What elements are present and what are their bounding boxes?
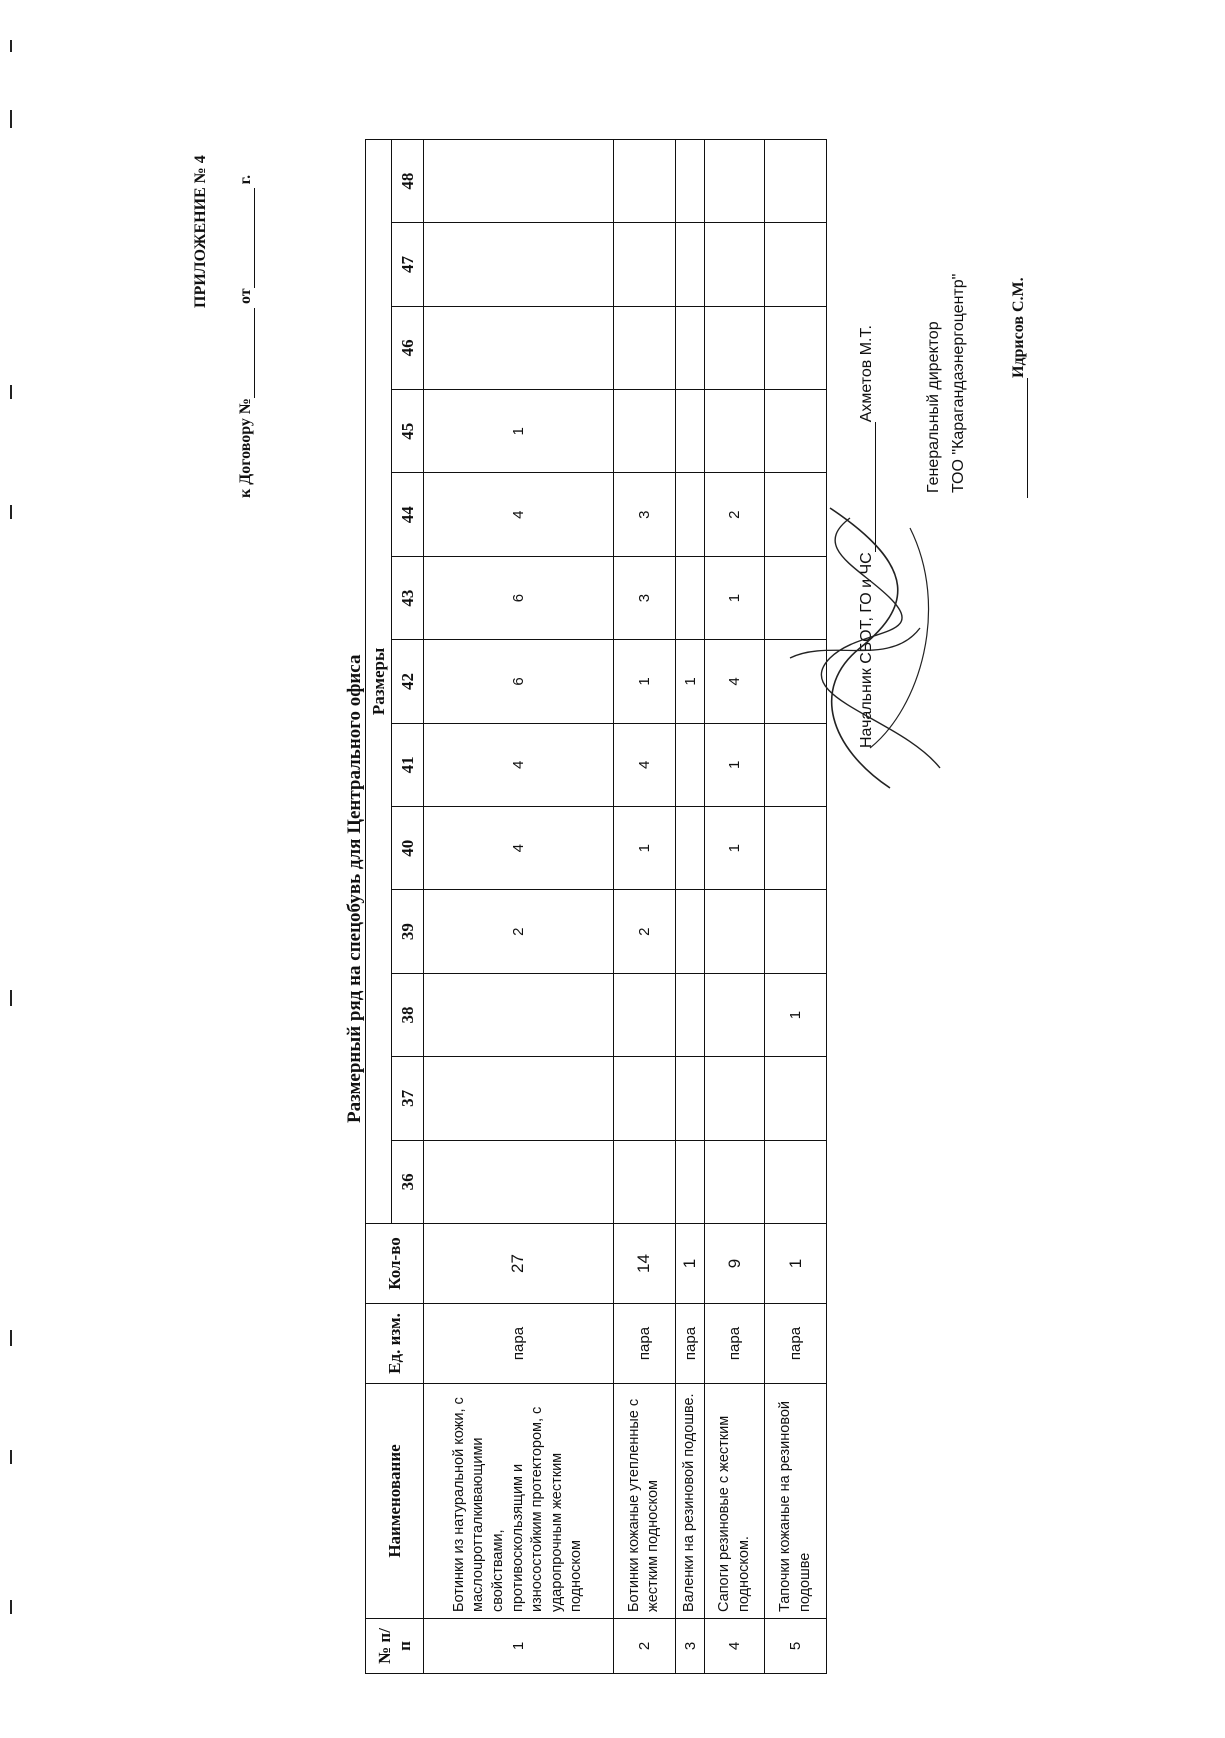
size-cell xyxy=(613,306,675,389)
size-header: 43 xyxy=(392,556,424,639)
size-cell xyxy=(705,223,765,306)
scan-mark xyxy=(10,385,12,399)
size-cell xyxy=(613,1140,675,1223)
size-cell: 4 xyxy=(613,723,675,806)
table-row xyxy=(424,139,614,1673)
size-cell xyxy=(613,139,675,222)
row-name: Ботинки из натуральной кожи, с маслоupотталкивающими свойствами, противоскользящим и износостойким протектором, с ударопрочным жестким подноском xyxy=(424,1384,614,1619)
size-cell xyxy=(705,973,765,1056)
header-sizes: Размеры xyxy=(366,139,392,1223)
size-cell xyxy=(675,306,705,389)
size-cell xyxy=(675,223,705,306)
scan-mark xyxy=(10,1450,12,1464)
size-cell xyxy=(675,723,705,806)
size-header: 46 xyxy=(392,306,424,389)
size-cell xyxy=(424,139,614,222)
row-name: Сапоги резиновые с жестким подноском. xyxy=(705,1384,765,1619)
size-cell xyxy=(675,1140,705,1223)
chief-name: Ахметов М.Т. xyxy=(858,325,875,423)
size-cell xyxy=(424,1140,614,1223)
size-cell: 6 xyxy=(424,640,614,723)
row-num: 1 xyxy=(424,1619,614,1674)
size-cell xyxy=(613,973,675,1056)
document-title: Размерный ряд на спецобувь для Центрального офиса xyxy=(344,654,365,1123)
size-cell xyxy=(765,306,827,389)
size-cell xyxy=(424,973,614,1056)
contract-from: от xyxy=(237,288,254,304)
header-unit: Ед. изм. xyxy=(366,1304,424,1384)
row-unit: пара xyxy=(613,1304,675,1384)
size-cell xyxy=(765,1057,827,1140)
director-name: Идрисов С.М. xyxy=(1010,277,1027,378)
contract-year: г. xyxy=(237,174,254,185)
size-cell: 6 xyxy=(424,556,614,639)
size-cell: 4 xyxy=(424,473,614,556)
size-header: 44 xyxy=(392,473,424,556)
size-cell xyxy=(765,223,827,306)
row-qty: 1 xyxy=(765,1224,827,1304)
size-cell xyxy=(705,890,765,973)
contract-prefix: к Договору № xyxy=(237,398,254,498)
size-cell xyxy=(705,306,765,389)
size-header: 45 xyxy=(392,390,424,473)
header-num: № п/п xyxy=(366,1619,424,1674)
director-sign-blank xyxy=(1027,378,1028,498)
table-row xyxy=(705,139,765,1673)
size-cell: 3 xyxy=(613,473,675,556)
scan-mark xyxy=(10,110,12,128)
scan-mark xyxy=(10,990,12,1006)
size-cell: 4 xyxy=(424,723,614,806)
size-cell: 2 xyxy=(613,890,675,973)
size-header: 37 xyxy=(392,1057,424,1140)
row-unit: пара xyxy=(705,1304,765,1384)
row-unit: пара xyxy=(675,1304,705,1384)
size-cell: 2 xyxy=(705,473,765,556)
row-qty: 27 xyxy=(424,1224,614,1304)
header-qty: Кол-во xyxy=(366,1224,424,1304)
size-cell xyxy=(675,807,705,890)
size-cell: 1 xyxy=(705,807,765,890)
contract-number-blank xyxy=(238,308,255,398)
size-cell xyxy=(705,1140,765,1223)
row-qty: 9 xyxy=(705,1224,765,1304)
chief-label: Начальник СБОТ, ГО и ЧС xyxy=(858,552,875,748)
size-cell xyxy=(705,390,765,473)
size-header: 48 xyxy=(392,139,424,222)
size-cell xyxy=(675,556,705,639)
size-cell xyxy=(765,1140,827,1223)
row-num: 5 xyxy=(765,1619,827,1674)
director-title: Генеральный директор xyxy=(925,321,942,493)
size-cell xyxy=(675,139,705,222)
size-cell: 1 xyxy=(705,723,765,806)
table-row xyxy=(613,139,675,1673)
size-cell xyxy=(765,139,827,222)
row-qty: 14 xyxy=(613,1224,675,1304)
row-unit: пара xyxy=(424,1304,614,1384)
size-cell xyxy=(675,1057,705,1140)
size-cell: 1 xyxy=(705,556,765,639)
row-name: Ботинки кожаные утепленные с жестким подноском xyxy=(613,1384,675,1619)
size-cell: 3 xyxy=(613,556,675,639)
size-cell xyxy=(675,473,705,556)
director-signature-line xyxy=(1010,277,1028,498)
company-name: ТОО "Карагандаэнергоцентр" xyxy=(950,273,967,493)
size-header: 40 xyxy=(392,807,424,890)
row-name: Тапочки кожаные на резиновой подошве xyxy=(765,1384,827,1619)
size-cell: 1 xyxy=(424,390,614,473)
scan-mark xyxy=(10,505,12,519)
scan-mark xyxy=(10,1600,12,1614)
size-cell xyxy=(424,306,614,389)
size-cell: 1 xyxy=(765,973,827,1056)
size-header: 41 xyxy=(392,723,424,806)
row-name: Валенки на резиновой подошве. xyxy=(675,1384,705,1619)
size-cell: 4 xyxy=(705,640,765,723)
size-cell: 1 xyxy=(613,640,675,723)
scan-mark xyxy=(10,40,12,52)
size-header: 42 xyxy=(392,640,424,723)
size-cell xyxy=(705,1057,765,1140)
row-qty: 1 xyxy=(675,1224,705,1304)
row-unit: пара xyxy=(765,1304,827,1384)
table-row xyxy=(765,139,827,1673)
table-row xyxy=(675,139,705,1673)
size-cell xyxy=(613,390,675,473)
scan-mark xyxy=(10,1330,12,1346)
size-cell xyxy=(424,223,614,306)
size-cell xyxy=(424,1057,614,1140)
size-cell xyxy=(675,973,705,1056)
size-cell: 4 xyxy=(424,807,614,890)
size-cell xyxy=(675,890,705,973)
size-cell xyxy=(705,139,765,222)
row-num: 4 xyxy=(705,1619,765,1674)
size-header: 47 xyxy=(392,223,424,306)
size-range-table xyxy=(365,139,827,1674)
size-cell xyxy=(613,223,675,306)
size-header: 36 xyxy=(392,1140,424,1223)
size-cell xyxy=(765,807,827,890)
row-num: 3 xyxy=(675,1619,705,1674)
size-cell xyxy=(765,890,827,973)
size-header: 39 xyxy=(392,890,424,973)
size-cell xyxy=(613,1057,675,1140)
size-cell: 1 xyxy=(613,807,675,890)
handwritten-signature xyxy=(770,488,970,808)
table-header-row xyxy=(366,139,392,1673)
size-cell: 2 xyxy=(424,890,614,973)
size-cell: 1 xyxy=(675,640,705,723)
appendix-title: ПРИЛОЖЕНИЕ № 4 xyxy=(192,155,209,308)
size-cell xyxy=(675,390,705,473)
contract-date-blank xyxy=(238,188,255,288)
size-header: 38 xyxy=(392,973,424,1056)
contract-reference xyxy=(237,175,255,498)
header-name: Наименование xyxy=(366,1384,424,1619)
row-num: 2 xyxy=(613,1619,675,1674)
size-cell xyxy=(765,390,827,473)
